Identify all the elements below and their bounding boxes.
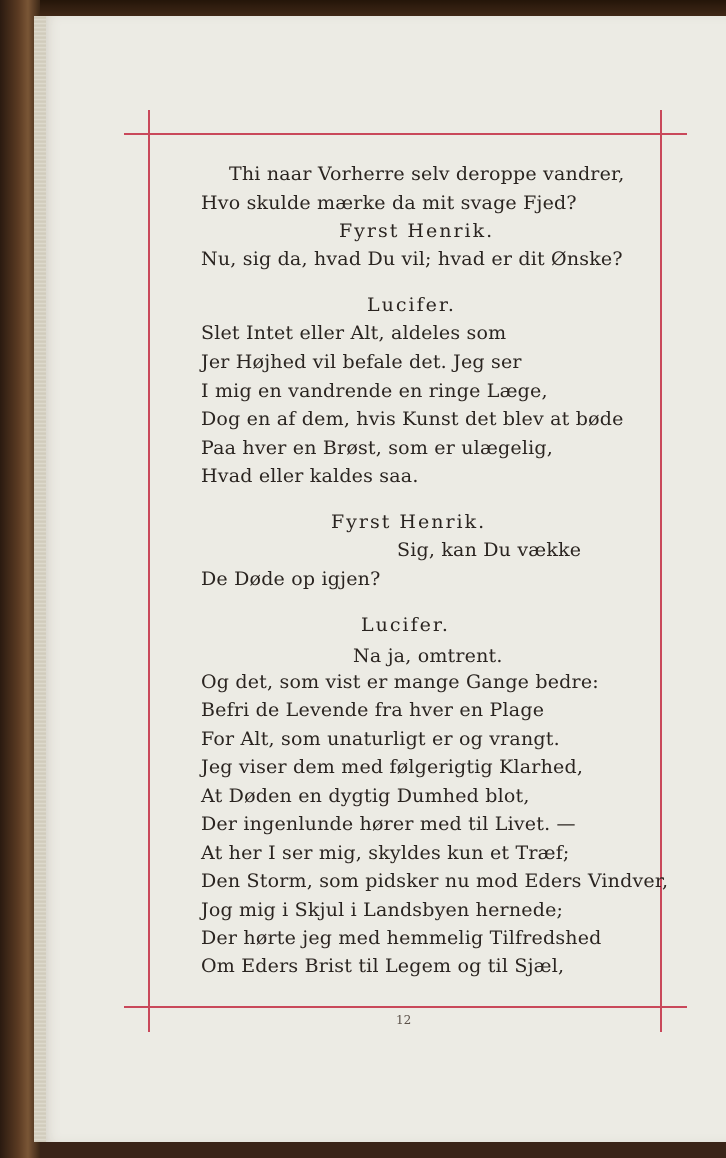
verse-line: At her I ser mig, skyldes kun et Træf; — [201, 842, 570, 864]
verse-line: De Døde op igjen? — [201, 568, 381, 590]
verse-line: Befri de Levende fra hver en Plage — [201, 699, 545, 721]
page-gutter-edge — [34, 16, 46, 1142]
verse-line: Og det, som vist er mange Gange bedre: — [201, 671, 599, 693]
top-border-rule — [124, 133, 687, 135]
verse-line: Slet Intet eller Alt, aldeles som — [201, 322, 507, 344]
speaker-name: Fyrst Henrik. — [339, 220, 495, 242]
verse-line: Sig, kan Du vække — [397, 539, 582, 561]
left-border-rule — [148, 110, 150, 1032]
right-border-rule — [660, 110, 662, 1032]
verse-line: Jer Højhed vil befale det. Jeg ser — [201, 351, 522, 373]
speaker-name: Lucifer. — [367, 294, 456, 316]
verse-line: Der hørte jeg med hemmelig Tilfredshed — [201, 927, 602, 949]
verse-line: Na ja, omtrent. — [353, 645, 503, 667]
verse-line: For Alt, som unaturligt er og vrangt. — [201, 728, 560, 750]
verse-line: I mig en vandrende en ringe Læge, — [201, 380, 548, 402]
verse-line: Der ingenlunde hører med til Livet. — — [201, 813, 576, 835]
verse-line: Paa hver en Brøst, som er ulægelig, — [201, 437, 553, 459]
verse-line: Hvad eller kaldes saa. — [201, 465, 419, 487]
speaker-name: Lucifer. — [361, 614, 450, 636]
speaker-name: Fyrst Henrik. — [331, 511, 487, 533]
page-number: 12 — [396, 1013, 412, 1027]
verse-line: Dog en af dem, hvis Kunst det blev at bøde — [201, 408, 624, 430]
verse-line: Om Eders Brist til Legem og til Sjæl, — [201, 955, 565, 977]
verse-line: Jeg viser dem med følgerigtig Klarhed, — [201, 756, 584, 778]
bottom-border-rule — [124, 1006, 687, 1008]
verse-line: Hvo skulde mærke da mit svage Fjed? — [201, 192, 577, 214]
verse-line: Nu, sig da, hvad Du vil; hvad er dit Ønske? — [201, 248, 623, 270]
verse-line: Jog mig i Skjul i Landsbyen hernede; — [201, 899, 564, 921]
verse-line: Thi naar Vorherre selv deroppe vandrer, — [229, 163, 625, 185]
verse-line: Den Storm, som pidsker nu mod Eders Vindver, — [201, 870, 669, 892]
verse-line: At Døden en dygtig Dumhed blot, — [201, 785, 530, 807]
